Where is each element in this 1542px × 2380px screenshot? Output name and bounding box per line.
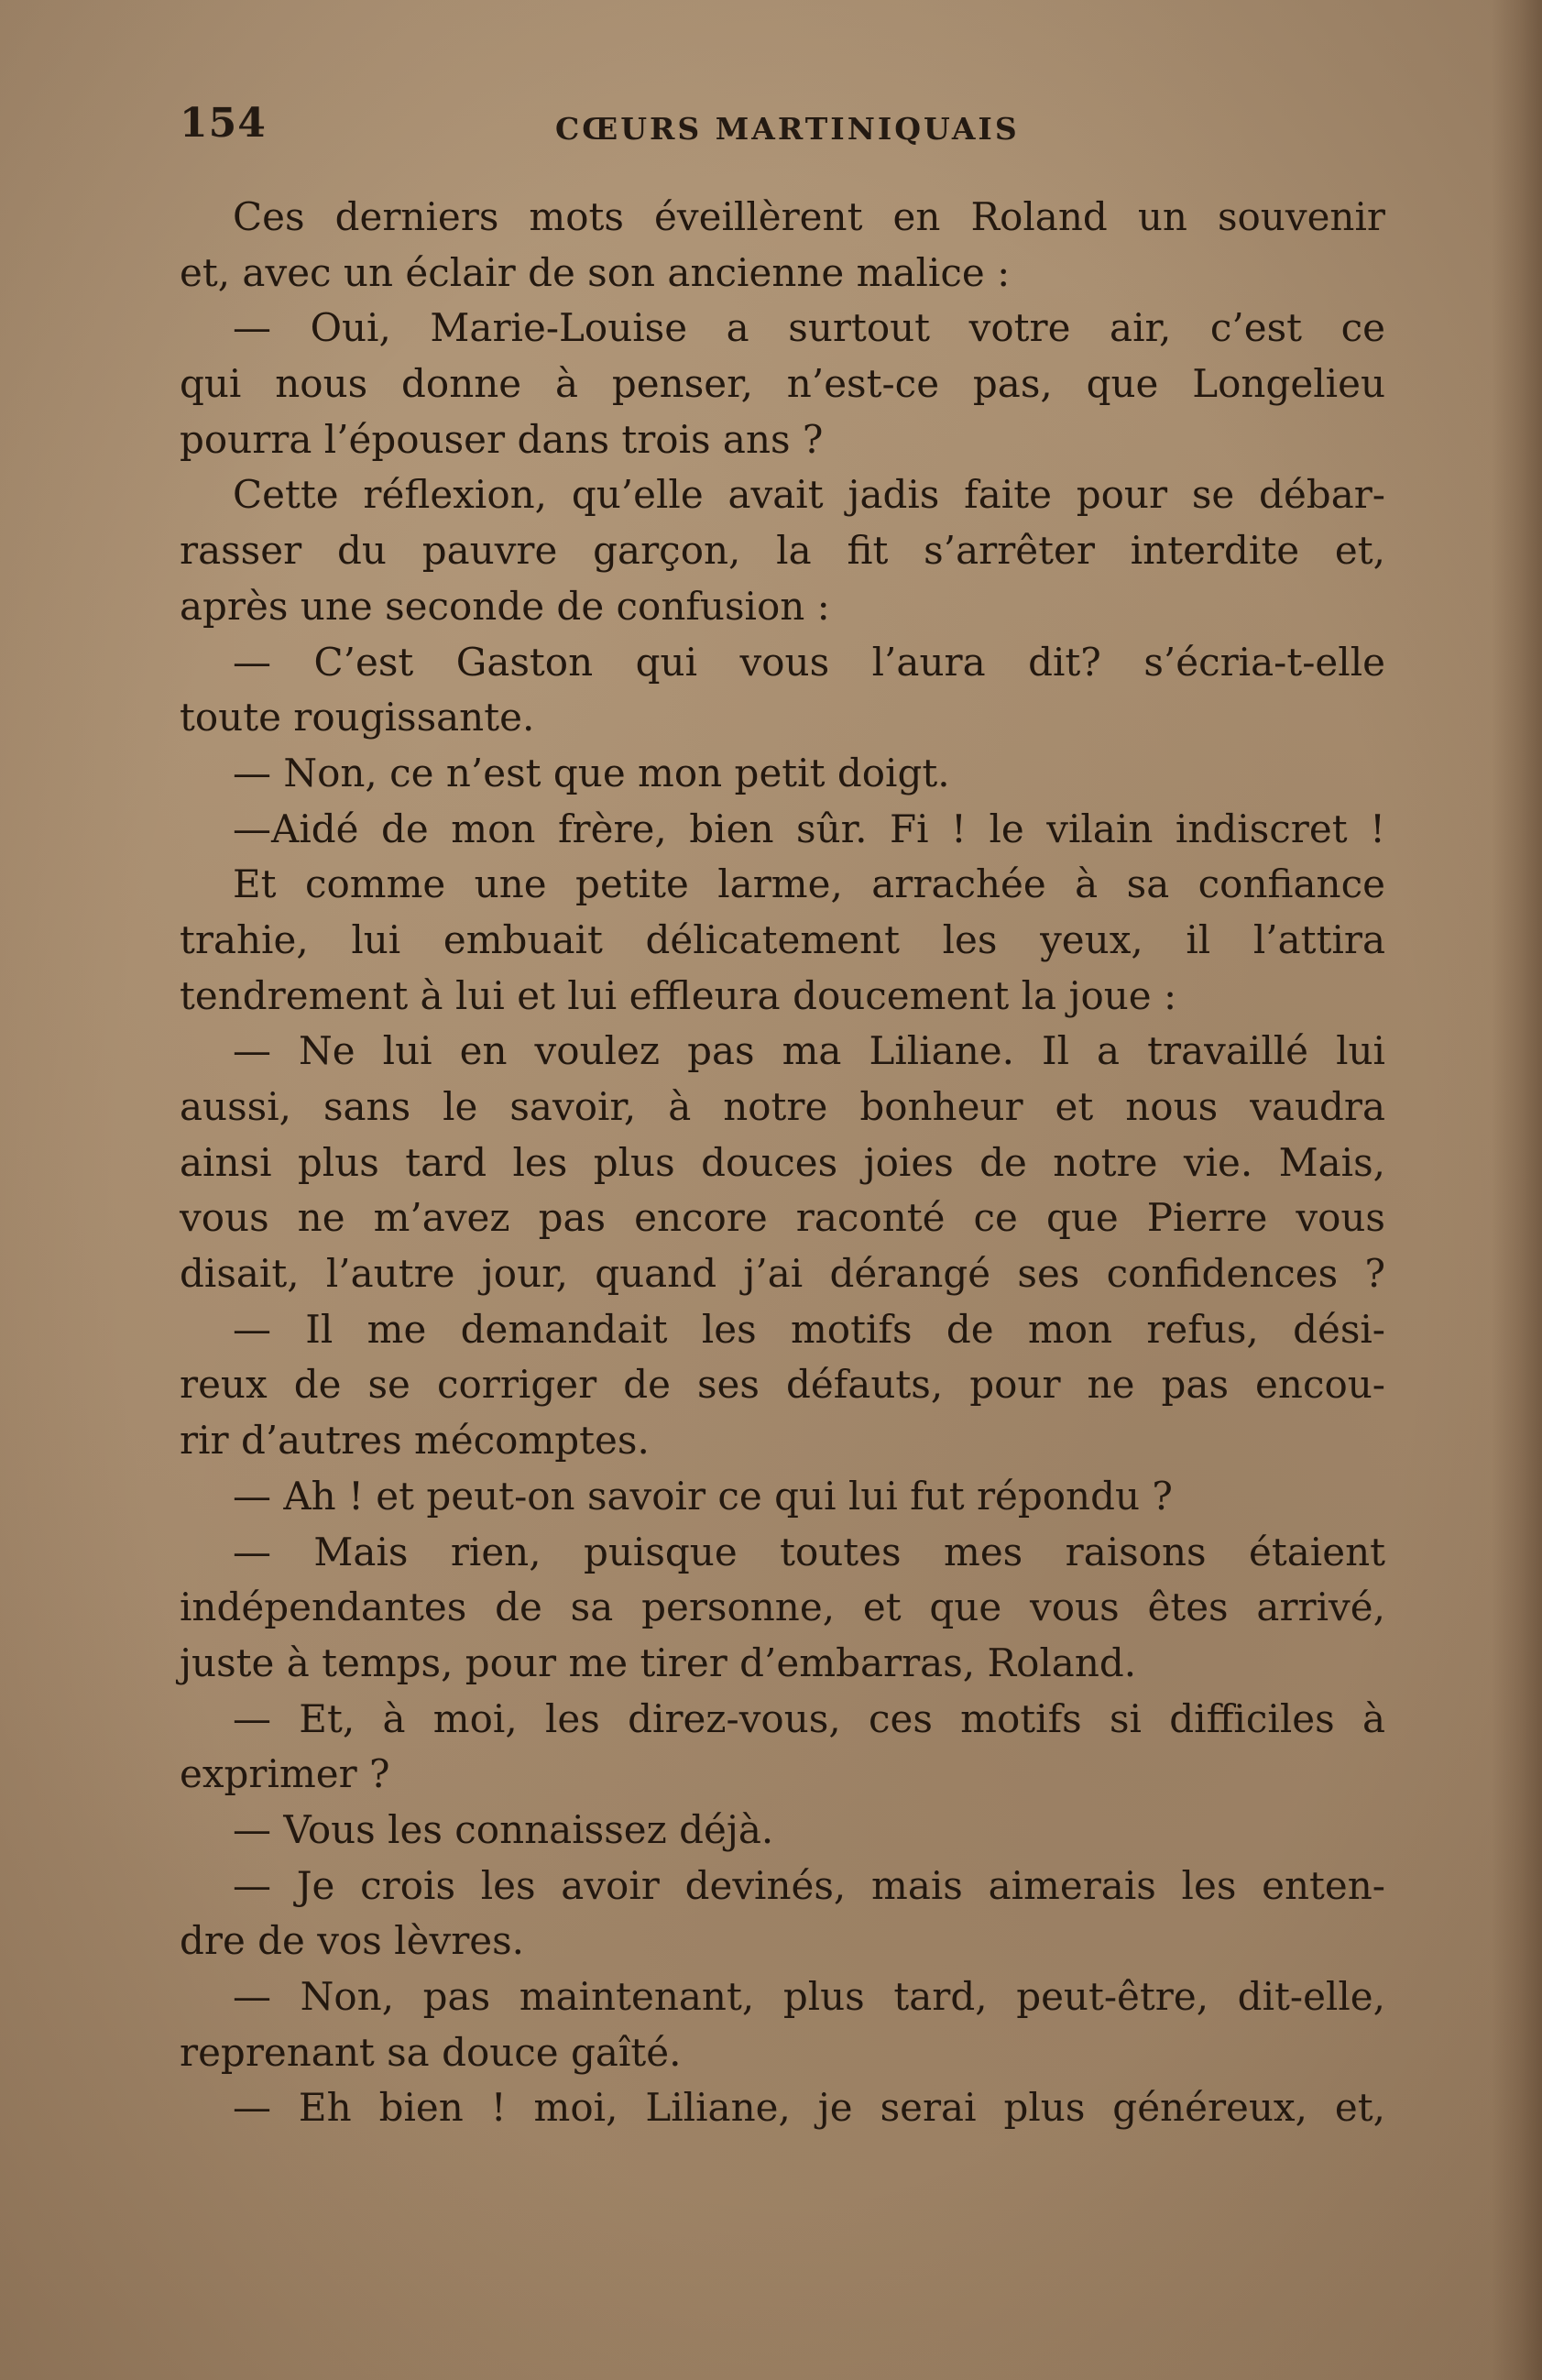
text-line: — Je crois les avoir devinés, mais aimerais les enten- xyxy=(233,1862,1385,1908)
text-line: et, avec un éclair de son ancienne malice : xyxy=(180,249,1011,295)
text-line: — Ne lui en voulez pas ma Liliane. Il a travaillé lui xyxy=(233,1028,1385,1074)
text-line: rir d’autres mécomptes. xyxy=(180,1418,650,1464)
text-line: — C’est Gaston qui vous l’aura dit? s’écria-t-elle xyxy=(233,639,1385,685)
page-number: 154 xyxy=(180,100,267,147)
text-line: toute rougissante. xyxy=(180,695,535,740)
page-edge-shadow xyxy=(1492,0,1542,2380)
text-line: — Mais rien, puisque toutes mes raisons étaient xyxy=(233,1529,1385,1574)
text-line: ainsi plus tard les plus douces joies de notre vie. Mais, xyxy=(180,1139,1385,1185)
text-line: reux de se corriger de ses défauts, pour ne pas encou- xyxy=(180,1362,1385,1408)
running-title: CŒURS MARTINIQUAIS xyxy=(555,111,1020,147)
text-line: pourra l’épouser dans trois ans ? xyxy=(180,416,824,462)
text-line: — Oui, Marie-Louise a surtout votre air, c’est ce xyxy=(233,305,1385,351)
text-line: indépendantes de sa personne, et que vous êtes arrivé, xyxy=(180,1585,1385,1630)
text-line: trahie, lui embuait délicatement les yeux, il l’attira xyxy=(180,916,1385,962)
text-line: — Non, ce n’est que mon petit doigt. xyxy=(233,750,950,795)
text-line: exprimer ? xyxy=(180,1751,390,1797)
text-line: — Ah ! et peut-on savoir ce qui lui fut répondu ? xyxy=(233,1473,1173,1519)
text-line: — Et, à moi, les direz-vous, ces motifs si difficiles à xyxy=(233,1695,1385,1741)
text-line: — Non, pas maintenant, plus tard, peut-être, dit-elle, xyxy=(233,1974,1385,2019)
text-line: — Eh bien ! moi, Liliane, je serai plus généreux, et, xyxy=(233,2085,1385,2131)
text-line: — Il me demandait les motifs de mon refus, dési- xyxy=(233,1306,1385,1352)
text-line: tendrement à lui et lui effleura doucement la joue : xyxy=(180,972,1177,1018)
text-line: reprenant sa douce gaîté. xyxy=(180,2029,682,2075)
text-line: Cette réflexion, qu’elle avait jadis faite pour se débar- xyxy=(233,472,1385,518)
text-line: rasser du pauvre garçon, la fit s’arrêter interdite et, xyxy=(180,528,1385,574)
page-header xyxy=(180,96,1389,151)
text-line: vous ne m’avez pas encore raconté ce que Pierre vous xyxy=(180,1195,1385,1241)
text-line: Ces derniers mots éveillèrent en Roland un souvenir xyxy=(233,194,1385,239)
text-line: qui nous donne à penser, n’est-ce pas, que Longelieu xyxy=(180,361,1385,407)
text-line: juste à temps, pour me tirer d’embarras, Roland. xyxy=(180,1640,1137,1685)
text-line: — Vous les connaissez déjà. xyxy=(233,1806,774,1852)
text-line: Et comme une petite larme, arrachée à sa confiance xyxy=(233,861,1385,907)
text-line: —Aidé de mon frère, bien sûr. Fi ! le vilain indiscret ! xyxy=(233,806,1385,851)
text-line: disait, l’autre jour, quand j’ai dérangé ses confidences ? xyxy=(180,1251,1385,1297)
body-text xyxy=(180,190,1385,2136)
text-line: dre de vos lèvres. xyxy=(180,1918,525,1964)
text-line: aussi, sans le savoir, à notre bonheur et nous vaudra xyxy=(180,1084,1385,1129)
text-line: après une seconde de confusion : xyxy=(180,583,830,629)
